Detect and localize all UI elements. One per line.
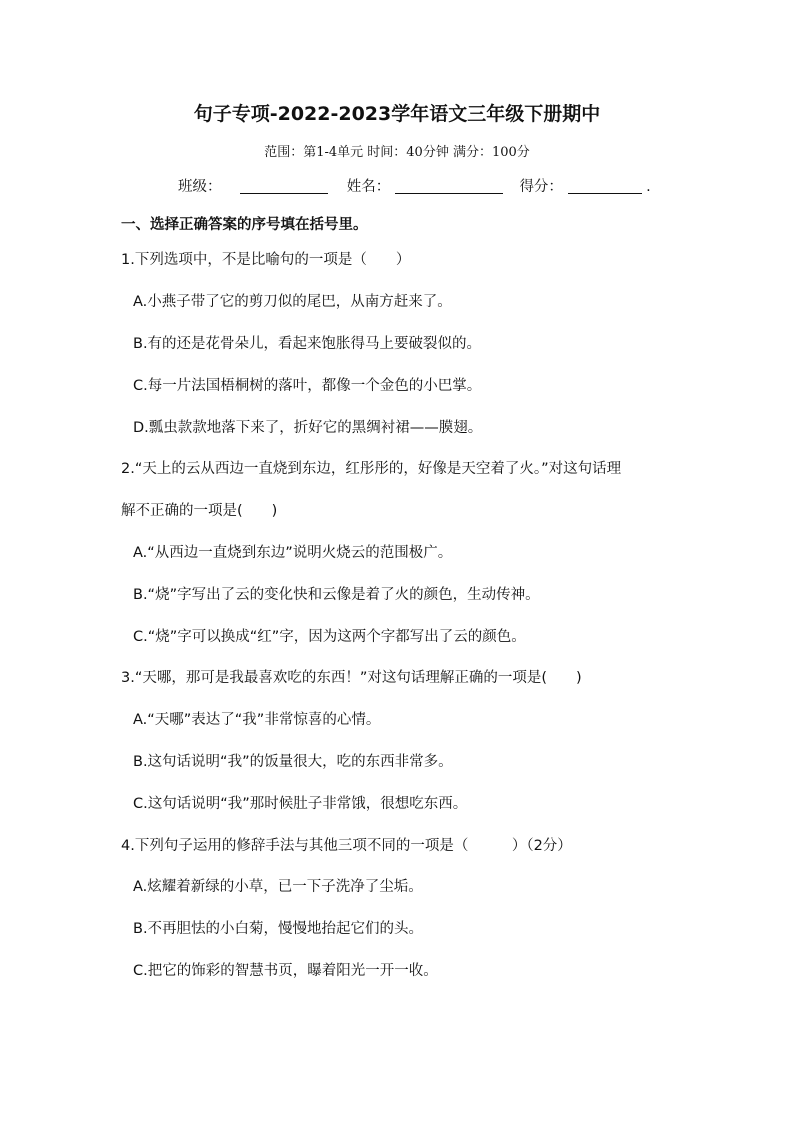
question-1-option-d: D.瓢虫款款地落下来了，折好它的黑绸衬裙——膜翅。 — [133, 420, 483, 436]
question-2-stem-line-1: 2.“天上的云从西边一直烧到东边，红彤彤的，好像是天空着了火。”对这句话理 — [121, 461, 622, 477]
class-label: 班级： — [178, 179, 222, 195]
question-4-option-a: A.炫耀着新绿的小草，已一下子洗净了尘垢。 — [133, 879, 423, 895]
score-label: 得分： — [519, 179, 563, 195]
question-3-option-c: C.这句话说明“我”那时候肚子非常饿，很想吃东西。 — [133, 796, 468, 812]
question-4-stem: 4.下列句子运用的修辞手法与其他三项不同的一项是（ ）（2分） — [121, 838, 572, 854]
question-4-option-b: B.不再胆怯的小白菊，慢慢地抬起它们的头。 — [133, 921, 424, 937]
end-mark: . — [646, 179, 651, 195]
name-label: 姓名： — [346, 179, 391, 195]
question-3-option-a: A.“天哪”表达了“我”非常惊喜的心情。 — [133, 712, 381, 728]
question-2-option-b: B.“烧”字写出了云的变化快和云像是着了火的颜色，生动传神。 — [133, 587, 540, 603]
question-2-stem-line-2: 解不正确的一项是( ) — [121, 503, 278, 519]
student-info-fields — [178, 177, 651, 197]
question-2-option-c: C.“烧”字可以换成“红”字，因为这两个字都写出了云的颜色。 — [133, 629, 526, 645]
question-2-option-a: A.“从西边一直烧到东边”说明火烧云的范围极广。 — [133, 545, 453, 561]
question-3-option-b: B.这句话说明“我”的饭量很大，吃的东西非常多。 — [133, 754, 453, 770]
question-1-option-b: B.有的还是花骨朵儿，看起来饱胀得马上要破裂似的。 — [133, 336, 482, 352]
exam-meta: 范围：第1-4单元 时间：40分钟 满分：100分 — [264, 145, 530, 160]
question-1-option-c: C.每一片法国梧桐树的落叶，都像一个金色的小巴掌。 — [133, 378, 482, 394]
section-heading: 一、选择正确答案的序号填在括号里。 — [121, 217, 368, 233]
document-title: 句子专项-2022-2023学年语文三年级下册期中 — [193, 103, 601, 125]
question-1-stem: 1.下列选项中，不是比喻句的一项是（ ） — [121, 252, 411, 268]
question-1-option-a: A.小燕子带了它的剪刀似的尾巴，从南方赶来了。 — [133, 294, 452, 310]
question-4-option-c: C.把它的饰彩的智慧书页，曝着阳光一开一收。 — [133, 963, 438, 979]
score-blank[interactable] — [568, 177, 642, 194]
class-blank[interactable] — [240, 177, 328, 194]
name-blank[interactable] — [395, 177, 503, 194]
question-3-stem: 3.“天哪，那可是我最喜欢吃的东西！”对这句话理解正确的一项是( ) — [121, 670, 582, 686]
